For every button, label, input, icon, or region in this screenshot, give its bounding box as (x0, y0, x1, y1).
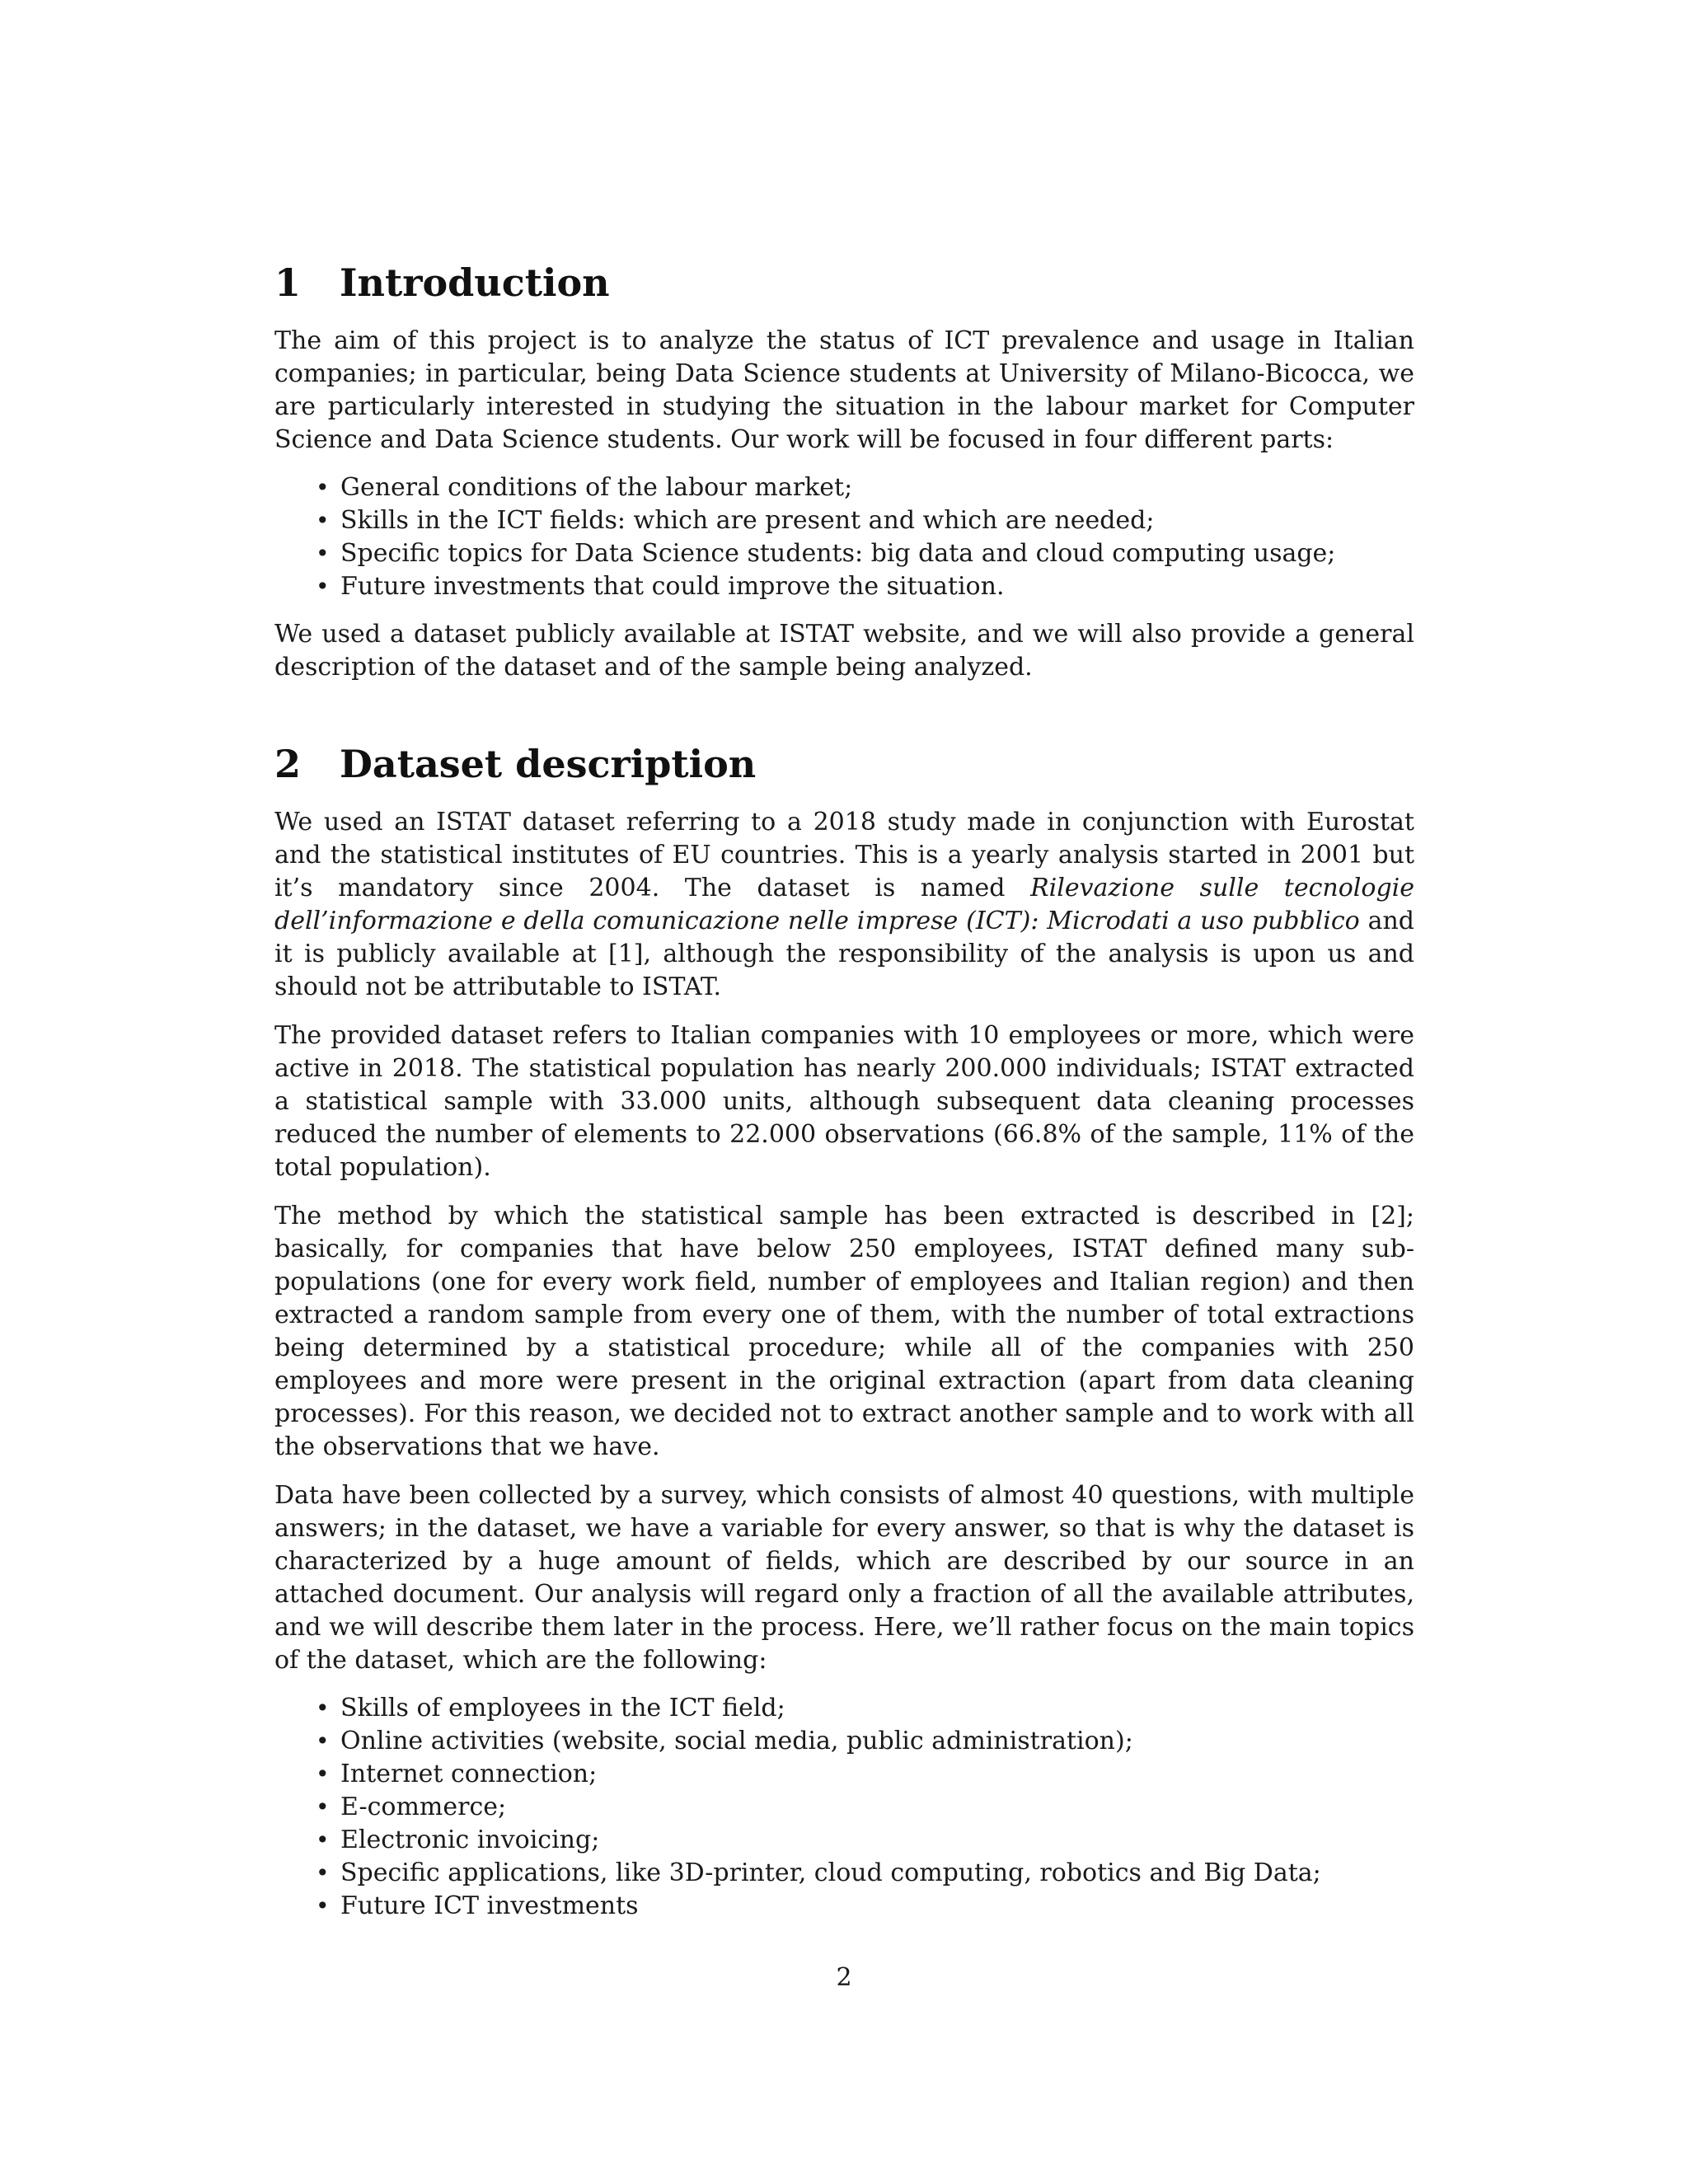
list-item: • Electronic invoicing; (274, 1824, 1414, 1857)
page-number: 2 (836, 1963, 852, 1992)
section-heading-introduction (274, 260, 1414, 305)
list-item: • Specific topics for Data Science students: big data and cloud computing usage; (274, 537, 1414, 570)
section-title: Dataset description (340, 742, 757, 786)
list-item: • Future investments that could improve the situation. (274, 570, 1414, 603)
list-item: • Online activities (website, social media, public administration); (274, 1725, 1414, 1758)
intro-closing-paragraph: We used a dataset publicly available at ISTAT website, and we will also provide a general description of the dataset and of the sample being analyzed. (274, 620, 1414, 682)
dataset-topics-list (274, 1692, 1414, 1923)
section-title: Introduction (340, 260, 610, 305)
list-item: • Specific applications, like 3D-printer, cloud computing, robotics and Big Data; (274, 1857, 1414, 1890)
list-item: • Internet connection; (274, 1758, 1414, 1791)
dataset-paragraph-2: The provided dataset refers to Italian companies with 10 employees or more, which were active in 2018. The statistical population has nearly 200.000 individuals; ISTAT extracted a statistical sample with 33.000 units, although subsequent data cleaning processes reduced the number of elements to 22.000 observations (66.8% of the sample, 11% of the total population). (274, 1021, 1414, 1182)
page-body (274, 257, 1414, 1923)
dataset-paragraph-1 (274, 806, 1414, 1004)
paragraph-text: We used an ISTAT dataset referring to a 2018 study made in conjunction with Eurostat and the statistical institutes of EU countries. This is a yearly analysis started in 2001 but it’s mandatory since 2004. The dataset is named (274, 808, 1414, 902)
dataset-paragraph-3: The method by which the statistical sample has been extracted is described in [2]; basically, for companies that have below 250 employees, ISTAT defined many sub-populations (one for every work field, number of employees and Italian region) and then extracted a random sample from every one of them, with the number of total extractions being determined by a statistical procedure; while all of the companies with 250 employees and more were present in the original extraction (apart from data cleaning processes). For this reason, we decided not to extract another sample and to work with all the observations that we have. (274, 1202, 1414, 1461)
list-item: • Future ICT investments (274, 1890, 1414, 1923)
dataset-paragraph-4: Data have been collected by a survey, which consists of almost 40 questions, with multiple answers; in the dataset, we have a variable for every answer, so that is why the dataset is characterized by a huge amount of fields, which are described by our source in an attached document. Our analysis will regard only a fraction of all the available attributes, and we will describe them later in the process. Here, we’ll rather focus on the main topics of the dataset, which are the following: (274, 1481, 1414, 1675)
list-item: • Skills in the ICT fields: which are present and which are needed; (274, 504, 1414, 537)
intro-paragraph: The aim of this project is to analyze the status of ICT prevalence and usage in Italian companies; in particular, being Data Science students at University of Milano-Bicocca, we are particularly interested in studying the situation in the labour market for Computer Science and Data Science students. Our work will be focused in four different parts: (274, 326, 1414, 454)
list-item: • General conditions of the labour market; (274, 471, 1414, 504)
section-number: 2 (274, 742, 302, 786)
list-item: • Skills of employees in the ICT field; (274, 1692, 1414, 1725)
dataset-title-italic: Rilevazione sulle tecnologie dell’informazione e della comunicazione nelle imprese (ICT): Microdati a uso pubblico (274, 874, 1414, 935)
list-item: • E-commerce; (274, 1791, 1414, 1824)
section-number: 1 (274, 260, 302, 305)
section-heading-dataset-description (274, 742, 1414, 786)
intro-bullet-list (274, 471, 1414, 603)
paragraph-text: and it is publicly available at [1], although the responsibility of the analysis is upon us and should not be attributable to ISTAT. (274, 907, 1414, 1001)
